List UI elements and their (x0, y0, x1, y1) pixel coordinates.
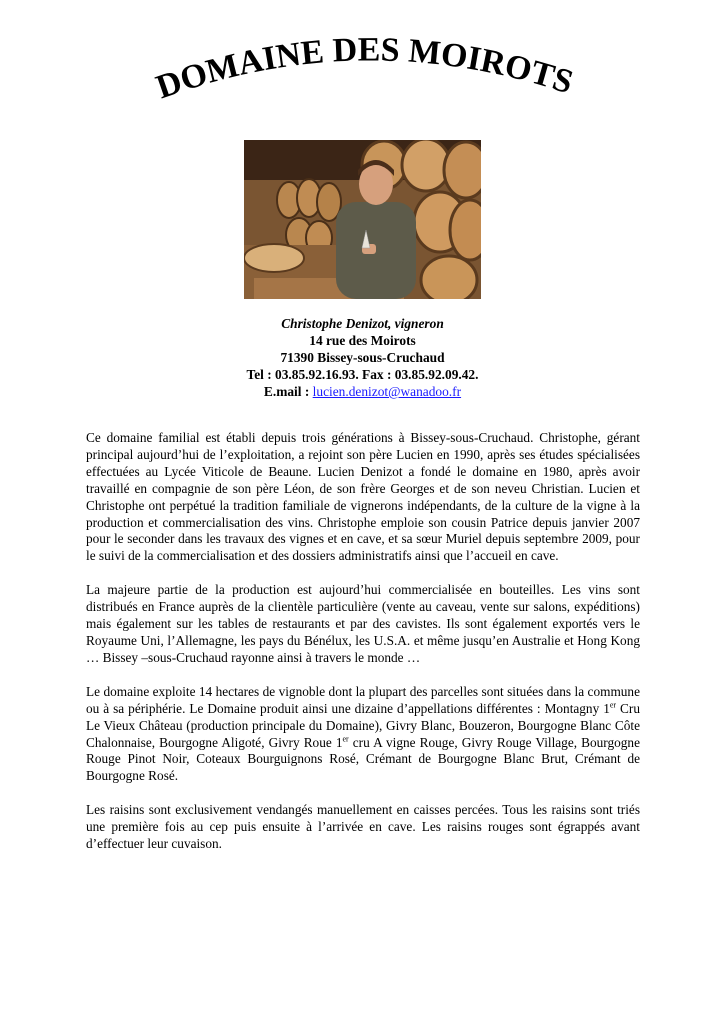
email-label: E.mail : (263, 384, 313, 399)
superscript-er-1: er (609, 700, 617, 710)
paragraph-vineyard (86, 684, 640, 785)
email-link[interactable]: lucien.denizot@wanadoo.fr (312, 384, 462, 399)
contact-street: 14 rue des Moirots (309, 333, 416, 348)
winemaker-photo-icon (244, 140, 481, 299)
contact-block (0, 315, 725, 400)
paragraph-vineyard-part-b: Cru Le Vieux Château (production principale du Domaine), Givry Blanc, Bouzeron, Bourgogne Blanc Côte Chalonnaise, Bourgogne Aligoté, Givry Roue 1 (86, 700, 640, 750)
paragraph-harvest: Les raisins sont exclusivement vendangés manuellement en caisses percées. Tous les raisins sont triés une première fois au cep puis ensuite à l’arrivée en cave. Les raisins rouges sont égrappés avant d’effectuer leur cuvaison. (86, 802, 640, 852)
paragraph-vineyard-part-c: cru A vigne Rouge, Givry Rouge Village, Bourgogne Rouge Pinot Noir, Coteaux Bourguignons Rosé, Crémant de Bourgogne Blanc Brut, Crémant de Bourgogne Rosé. (86, 734, 640, 784)
paragraph-history: Ce domaine familial est établi depuis trois générations à Bissey-sous-Cruchaud. Christophe, gérant principal aujourd’hui de l’exploitation, a rejoint son père Lucien en 1990, après ses études spécialisées effectuées au Lycée Viticole de Beaune. Lucien Denizot a fondé le domaine en 1980, après avoir travaillé en compagnie de son père Léon, de son frère Georges et de son neveu Christian. Lucien et Christophe ont perpétué la tradition familiale de vignerons indépendants, de la culture de la vigne à la production et commercialisation des vins. Christophe emploie son cousin Patrice depuis janvier 2007 pour le seconder dans les travaux des vignes et en cave, et sa sœur Muriel depuis septembre 2009, pour le suivi de la commercialisation et des dossiers administratifs ainsi que l’accueil en cave. (86, 430, 640, 564)
svg-text:DOMAINE DES MOIROTS (152, 31, 578, 106)
contact-city: 71390 Bissey-sous-Cruchaud (280, 350, 445, 365)
contact-name: Christophe Denizot, vigneron (281, 316, 444, 331)
paragraph-distribution: La majeure partie de la production est aujourd’hui commercialisée en bouteilles. Les vins sont distribués en France auprès de la clientèle particulière (vente au caveau, vente sur salons, expéditions) mais également sur les tables de restaurants et par des cavistes. Ils sont également exportés vers le Royaume Uni, l’Allemagne, les pays du Bénélux, les U.S.A. et même jusqu’en Australie et Hong Kong … Bissey –sous-Cruchaud rayonne ainsi à travers le monde … (86, 582, 640, 665)
superscript-er-2: er (342, 734, 349, 744)
arched-title (0, 20, 725, 120)
page-title (0, 20, 725, 120)
contact-email-line (0, 383, 725, 400)
paragraph-vineyard-part-a: Le domaine exploite 14 hectares de vignoble dont la plupart des parcelles sont situées dans la commune ou à sa périphérie. Le Domaine produit ainsi une dizaine d’appellations différentes : Montagny 1 (86, 683, 640, 716)
page-title-text: DOMAINE DES MOIROTS (151, 31, 578, 107)
contact-phone-fax: Tel : 03.85.92.16.93. Fax : 03.85.92.09.42. (246, 367, 479, 382)
body-text (86, 430, 640, 870)
winemaker-photo (244, 140, 481, 299)
